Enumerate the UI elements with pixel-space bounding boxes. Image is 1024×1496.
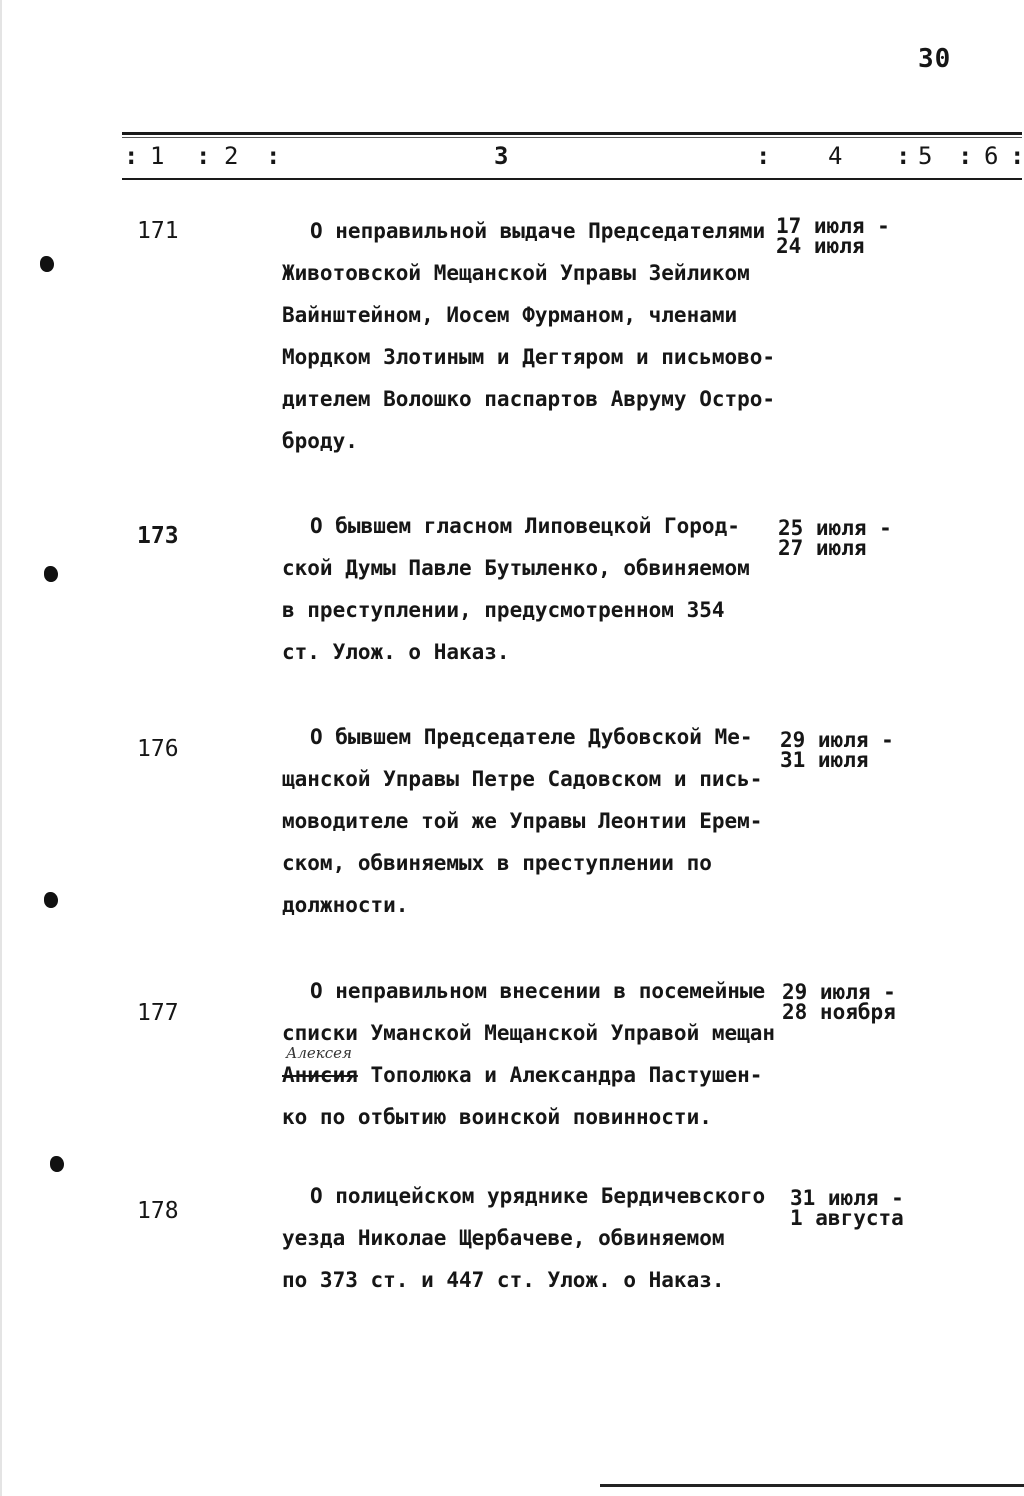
entry-line: списки Уманской Мещанской Управой мещан: [282, 1021, 776, 1045]
entry-line: в преступлении, предусмотренном 354: [282, 598, 725, 622]
entry-line: уезда Николае Щербачеве, обвиняемом: [282, 1226, 725, 1250]
bottom-edge-rule: [600, 1484, 1024, 1487]
date-line: 28 ноября: [782, 1000, 896, 1024]
date-line: 27 июля: [778, 536, 867, 560]
entry-dates: [782, 982, 896, 1022]
column-separator: :: [1010, 142, 1024, 170]
entry-line: ском, обвиняемых в преступлении по: [282, 851, 712, 875]
entry-line: О бывшем Председателе Дубовской Ме-: [310, 725, 753, 749]
entry-line: Животовской Мещанской Управы Зейликом: [282, 261, 750, 285]
entry-line: Вайнштейном, Иосем Фурманом, членами: [282, 303, 738, 327]
entry-line: О бывшем гласном Липовецкой Город-: [310, 514, 740, 538]
header-top-rule-thin: [122, 137, 1022, 138]
struck-word: Анисия: [282, 1063, 358, 1087]
column-separator: :: [124, 142, 139, 170]
column-separator: :: [896, 142, 911, 170]
entry-line: щанской Управы Петре Садовском и пись-: [282, 767, 763, 791]
date-line: 17 июля -: [776, 214, 890, 238]
entry-text: [282, 1175, 782, 1301]
entry-line: по 373 ст. и 447 ст. Улож. о Наказ.: [282, 1268, 725, 1292]
date-line: 29 июля -: [782, 980, 896, 1004]
entry-line: О неправильной выдаче Председателями: [310, 219, 766, 243]
entry-dates: [778, 518, 892, 558]
entry-line: ст. Улож. о Наказ.: [282, 640, 510, 664]
entry-text: [282, 716, 782, 926]
row-number: 176: [137, 736, 179, 762]
column-header-3: 3: [494, 142, 509, 170]
entry-dates: [780, 730, 894, 770]
column-header-1: 1: [150, 142, 165, 170]
handwritten-correction: Алексея: [286, 1044, 352, 1062]
row-number: 171: [137, 218, 179, 244]
punch-hole-mark: [40, 256, 54, 272]
header-top-rule: [122, 132, 1022, 135]
punch-hole-mark: [50, 1156, 64, 1172]
entry-text: [282, 970, 782, 1138]
column-header-2: 2: [224, 142, 239, 170]
header-bottom-rule: [122, 178, 1022, 180]
column-separator: :: [958, 142, 973, 170]
punch-hole-mark: [44, 892, 58, 908]
row-number: 177: [137, 1000, 179, 1026]
column-header-4: 4: [828, 142, 843, 170]
entry-text: [282, 210, 782, 462]
row-number: 178: [137, 1198, 179, 1224]
punch-hole-mark: [44, 566, 58, 582]
entry-line: моводителе той же Управы Леонтии Ерем-: [282, 809, 763, 833]
row-number: 173: [137, 523, 179, 549]
column-separator: :: [266, 142, 281, 170]
date-line: 24 июля: [776, 234, 865, 258]
column-header-5: 5: [918, 142, 933, 170]
date-line: 31 июля: [780, 748, 869, 772]
column-header-row: [0, 142, 1024, 176]
date-line: 25 июля -: [778, 516, 892, 540]
page-edge: [0, 0, 2, 1496]
entry-dates: [790, 1188, 904, 1228]
column-header-6: 6: [984, 142, 999, 170]
entry-line: броду.: [282, 429, 358, 453]
date-line: 31 июля -: [790, 1186, 904, 1210]
entry-line: ко по отбытию воинской повинности.: [282, 1105, 712, 1129]
entry-line: ской Думы Павле Бутыленко, обвиняемом: [282, 556, 750, 580]
entry-line: дителем Волошко паспартов Авруму Остро-: [282, 387, 776, 411]
entry-line: О неправильном внесении в посемейные: [310, 979, 766, 1003]
entry-text: [282, 505, 782, 673]
page-number: 30: [918, 44, 952, 74]
date-line: 29 июля -: [780, 728, 894, 752]
entry-line-with-correction: [282, 1054, 782, 1096]
column-separator: :: [756, 142, 771, 170]
entry-line: должности.: [282, 893, 409, 917]
entry-dates: [776, 216, 890, 256]
entry-line-rest: Тополюка и Александра Пастушен-: [370, 1063, 763, 1087]
entry-line: Мордком Злотиным и Дегтяром и письмово-: [282, 345, 776, 369]
column-separator: :: [196, 142, 211, 170]
entry-line: О полицейском уряднике Бердичевского: [310, 1184, 766, 1208]
date-line: 1 августа: [790, 1206, 904, 1230]
